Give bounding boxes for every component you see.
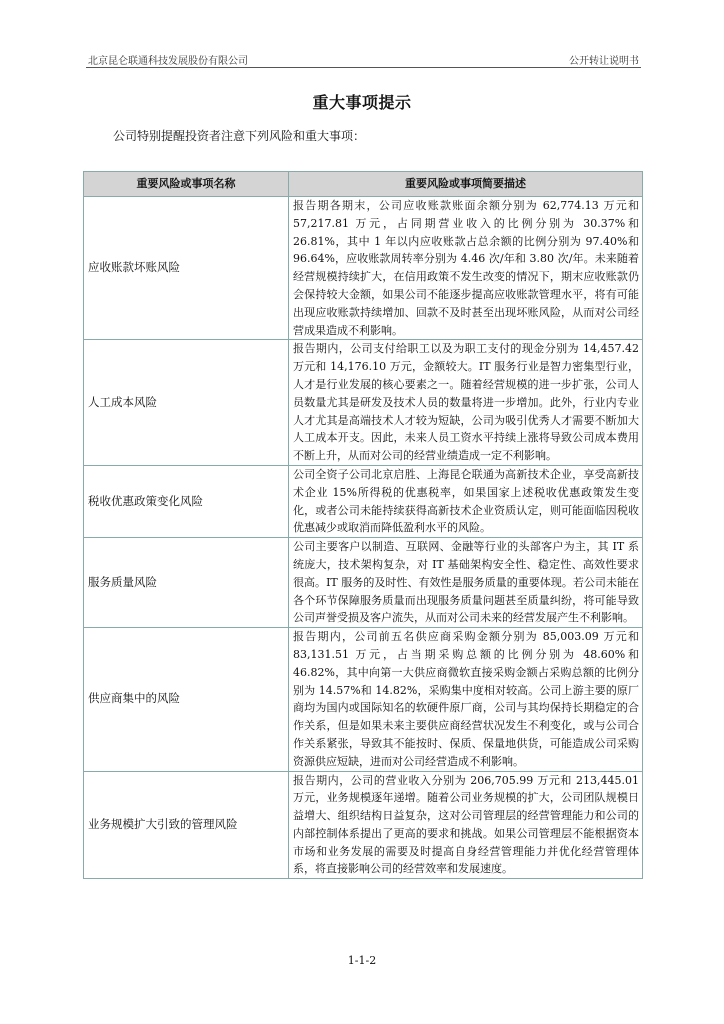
risk-description: 公司主要客户以制造、互联网、金融等行业的头部客户为主，其 IT 系统庞大，技术架构复杂，对 IT 基础架构安全性、稳定性、高效性要求很高。IT 服务的及时性、有效性是服务质量的重要体现。若公司未能在各个环节保障服务质量而出现服务质量问题甚至质量纠纷，将可能导致公司声誉受损及客户流失，从而对公司未来的经营发展产生不利影响。 bbox=[289, 538, 643, 628]
table-row bbox=[84, 538, 643, 628]
table-header-row bbox=[84, 172, 643, 197]
risk-table bbox=[83, 171, 643, 879]
risk-description: 报告期内，公司的营业收入分别为 206,705.99 万元和 213,445.01 万元，业务规模逐年递增。随着公司业务规模的扩大，公司团队规模日益增大、组织结构日益复杂，这对公司管理层的经营管理能力和公司的内部控制体系提出了更高的要求和挑战。如果公司管理层不能根据资本市场和业务发展的需要及时提高自身经营管理能力并优化经营管理体系，将直接影响公司的经营效率和发展速度。 bbox=[289, 771, 643, 879]
header-divider bbox=[86, 67, 641, 68]
table-row bbox=[84, 340, 643, 466]
page-number: 1-1-2 bbox=[347, 954, 377, 967]
table-row bbox=[84, 465, 643, 537]
header-doc-type: 公开转让说明书 bbox=[569, 56, 639, 67]
risk-name: 应收账款坏账风险 bbox=[84, 197, 289, 340]
risk-name: 供应商集中的风险 bbox=[84, 628, 289, 771]
header-company: 北京昆仑联通科技发展股份有限公司 bbox=[88, 56, 248, 67]
risk-description: 公司全资子公司北京启胜、上海昆仑联通为高新技术企业，享受高新技术企业 15%所得税的优惠税率，如果国家上述税收优惠政策发生变化，或者公司未能持续获得高新技术企业资质认定，则可能面临因税收优惠减少或取消而降低盈利水平的风险。 bbox=[289, 465, 643, 537]
risk-description: 报告期内，公司支付给职工以及为职工支付的现金分别为 14,457.42 万元和 14,176.10 万元，金额较大。IT 服务行业是智力密集型行业，人才是行业发展的核心要素之一。随着经营规模的进一步扩张，公司人员数量尤其是研发及技术人员的数量将进一步增加。此外，行业内专业人才尤其是高端技术人才较为短缺，公司为吸引优秀人才需要不断加大人工成本开支。因此，未来人员工资水平持续上涨将导致公司成本费用不断上升，从而对公司的经营业绩造成一定不利影响。 bbox=[289, 340, 643, 466]
risk-name: 服务质量风险 bbox=[84, 538, 289, 628]
risk-description: 报告期内，公司前五名供应商采购金额分别为 85,003.09 万元和 83,131.51 万元，占当期采购总额的比例分别为 48.60%和 46.82%，其中向第一大供应商微软直接采购金额占采购总额的比例分别为 14.57%和 14.82%，采购集中度相对较高。公司上游主要的原厂商均为国内或国际知名的软硬件原厂商，公司与其均保持长期稳定的合作关系，但是如果未来主要供应商经营状况发生不利变化，或与公司合作关系紧张，导致其不能按时、保质、保量地供货，可能造成公司采购资源供应短缺，进而对公司经营造成不利影响。 bbox=[289, 628, 643, 771]
page-title: 重大事项提示 bbox=[312, 93, 412, 112]
risk-name: 税收优惠政策变化风险 bbox=[84, 465, 289, 537]
risk-description: 报告期各期末，公司应收账款账面余额分别为 62,774.13 万元和 57,217.81 万元，占同期营业收入的比例分别为 30.37%和 26.81%，其中 1 年以内应收账款占总余额的比例分别为 97.40%和 96.64%，应收账款周转率分别为 4.46 次/年和 3.80 次/年。未来随着经营规模持续扩大，在信用政策不发生改变的情况下，期末应收账款仍会保持较大金额，如果公司不能逐步提高应收账款管理水平，将有可能出现应收账款持续增加、回款不及时甚至出现坏账风险，从而对公司经营成果造成不利影响。 bbox=[289, 197, 643, 340]
column-header-desc: 重要风险或事项简要描述 bbox=[289, 172, 643, 197]
risk-name: 人工成本风险 bbox=[84, 340, 289, 466]
table-row bbox=[84, 628, 643, 771]
intro-text: 公司特别提醒投资者注意下列风险和重大事项： bbox=[113, 129, 366, 143]
table-row bbox=[84, 771, 643, 879]
risk-name: 业务规模扩大引致的管理风险 bbox=[84, 771, 289, 879]
column-header-name: 重要风险或事项名称 bbox=[84, 172, 289, 197]
table-row bbox=[84, 197, 643, 340]
